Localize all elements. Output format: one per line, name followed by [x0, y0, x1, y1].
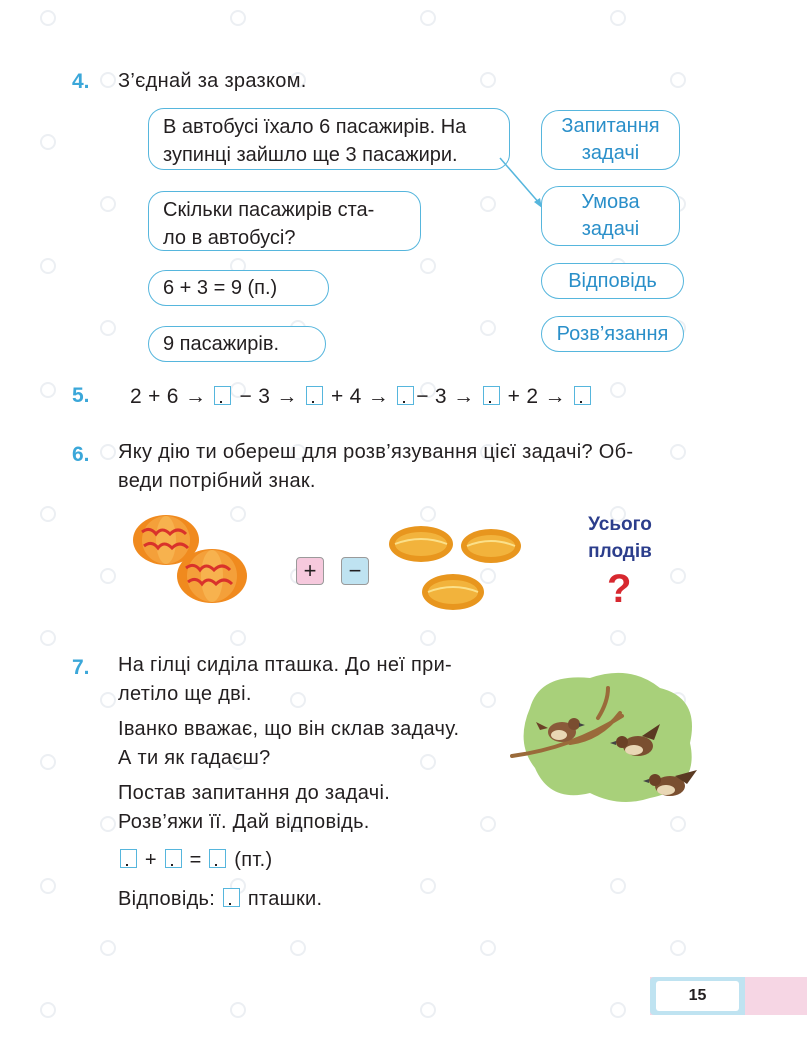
- chain-op4: + 2: [507, 385, 539, 408]
- watermark-mark: [40, 878, 56, 894]
- total-label-line1: Усього: [588, 514, 652, 535]
- question-box[interactable]: [148, 191, 421, 251]
- watermark-mark: [420, 630, 436, 646]
- answer-square-icon[interactable]: [306, 386, 323, 405]
- watermark-mark: [40, 630, 56, 646]
- watermark-mark: [230, 1002, 246, 1018]
- task7-number: 7.: [72, 656, 90, 679]
- watermark-mark: [40, 1002, 56, 1018]
- task7-line5: Постав запитання до задачі.: [118, 782, 391, 804]
- melon-icon: [389, 526, 453, 562]
- chain-row: [130, 382, 593, 411]
- watermark-mark: [100, 72, 116, 88]
- category-question-line1: Запитання: [561, 115, 660, 137]
- total-fruits-label: [560, 511, 680, 565]
- page-number-box: [650, 977, 745, 1015]
- answer-tail: пташки.: [247, 888, 323, 910]
- watermark-mark: [670, 72, 686, 88]
- solution-box[interactable]: [148, 270, 329, 306]
- arrow-right-icon: →: [184, 385, 207, 408]
- watermark-mark: [100, 568, 116, 584]
- condition-box[interactable]: [148, 108, 510, 170]
- task7-line6: Розв’яжи її. Дай відповідь.: [118, 811, 370, 833]
- answer-square-icon[interactable]: [483, 386, 500, 405]
- task7-line1: На гілці сиділа пташка. До неї при-: [118, 654, 452, 676]
- melon-icon: [422, 574, 484, 610]
- answer-row: [118, 885, 322, 914]
- answer-label: Відповідь:: [118, 888, 216, 910]
- task4-number: 4.: [72, 70, 90, 93]
- watermark-mark: [420, 878, 436, 894]
- answer-square-icon[interactable]: [209, 849, 226, 868]
- watermark-mark: [100, 444, 116, 460]
- plus-sign-button[interactable]: +: [296, 557, 324, 585]
- category-answer[interactable]: [541, 263, 684, 299]
- equation-row: [118, 846, 272, 875]
- task4-instruction: З’єднай за зразком.: [118, 70, 307, 92]
- arrow-right-icon: →: [544, 385, 566, 408]
- category-question[interactable]: [541, 110, 680, 170]
- equation-unit: (пт.): [234, 849, 273, 871]
- arrow-right-icon: →: [276, 385, 298, 408]
- chain-op3: − 3: [416, 385, 447, 408]
- answer-square-icon[interactable]: [574, 386, 591, 405]
- question-line2: ло в автобусі?: [163, 227, 296, 249]
- watermark-mark: [290, 940, 306, 956]
- category-answer-label: Відповідь: [568, 269, 657, 292]
- watermark-mark: [480, 72, 496, 88]
- condition-line1: В автобусі їхало 6 пасажирів. На: [163, 116, 467, 138]
- melons-image: [385, 520, 525, 615]
- minus-sign-button[interactable]: −: [341, 557, 369, 585]
- task5-number: 5.: [72, 384, 90, 407]
- watermark-mark: [670, 816, 686, 832]
- watermark-mark: [100, 940, 116, 956]
- answer-square-icon[interactable]: [397, 386, 414, 405]
- question-line1: Скільки пасажирів ста-: [163, 199, 375, 221]
- chain-op1: − 3: [239, 385, 271, 408]
- condition-line2: зупинці зайшло ще 3 пасажири.: [163, 144, 458, 166]
- task6-text: [118, 438, 718, 496]
- watermark-mark: [100, 816, 116, 832]
- equation-equals: =: [189, 849, 202, 871]
- birds-on-branch-image: [510, 668, 705, 813]
- category-condition[interactable]: [541, 186, 680, 246]
- equation-plus: +: [144, 849, 157, 871]
- watermark-mark: [40, 258, 56, 274]
- watermark-mark: [480, 320, 496, 336]
- category-condition-line1: Умова: [581, 191, 640, 213]
- answer-text: 9 пасажирів.: [163, 333, 280, 355]
- connector-arrow-icon: [490, 150, 560, 220]
- watermark-mark: [100, 196, 116, 212]
- category-solution-label: Розв’язання: [556, 322, 669, 345]
- chain-op2: + 4: [330, 385, 362, 408]
- watermark-mark: [610, 630, 626, 646]
- arrow-right-icon: →: [367, 385, 390, 408]
- answer-box[interactable]: [148, 326, 326, 362]
- task6-line1: Яку дію ти обереш для розв’язування цієї задачі? Об-: [118, 441, 634, 463]
- category-question-line2: задачі: [581, 142, 640, 164]
- category-condition-line2: задачі: [581, 218, 640, 240]
- watermark-mark: [100, 692, 116, 708]
- watermark-mark: [670, 568, 686, 584]
- task7-line3: Іванко вважає, що він склав задачу.: [118, 718, 460, 740]
- question-mark-icon: ?: [607, 567, 632, 611]
- watermark-mark: [40, 382, 56, 398]
- answer-square-icon[interactable]: [214, 386, 231, 405]
- arrow-right-icon: →: [453, 385, 475, 408]
- task6-line2: веди потрібний знак.: [118, 470, 316, 492]
- answer-square-icon[interactable]: [223, 888, 240, 907]
- watermark-mark: [610, 1002, 626, 1018]
- task6-number: 6.: [72, 443, 90, 466]
- pumpkins-image: [128, 510, 258, 610]
- task7-line4: А ти як гадаєш?: [118, 747, 271, 769]
- watermark-mark: [420, 10, 436, 26]
- watermark-mark: [670, 940, 686, 956]
- watermark-mark: [610, 382, 626, 398]
- watermark-mark: [40, 506, 56, 522]
- page-number: 15: [656, 981, 739, 1011]
- chain-start: 2 + 6: [130, 385, 179, 408]
- watermark-mark: [420, 1002, 436, 1018]
- answer-square-icon[interactable]: [120, 849, 137, 868]
- melon-icon: [461, 529, 521, 563]
- watermark-mark: [610, 878, 626, 894]
- watermark-mark: [100, 320, 116, 336]
- watermark-mark: [40, 754, 56, 770]
- pumpkin-icon: [177, 549, 247, 603]
- watermark-mark: [420, 258, 436, 274]
- solution-text: 6 + 3 = 9 (п.): [163, 277, 278, 299]
- watermark-mark: [40, 134, 56, 150]
- total-label-line2: плодів: [588, 541, 652, 562]
- watermark-mark: [40, 10, 56, 26]
- watermark-mark: [480, 940, 496, 956]
- task7-text: [118, 651, 518, 837]
- watermark-mark: [230, 10, 246, 26]
- category-solution[interactable]: [541, 316, 684, 352]
- watermark-mark: [610, 10, 626, 26]
- watermark-mark: [230, 630, 246, 646]
- answer-square-icon[interactable]: [165, 849, 182, 868]
- task7-line2: летіло ще дві.: [118, 683, 252, 705]
